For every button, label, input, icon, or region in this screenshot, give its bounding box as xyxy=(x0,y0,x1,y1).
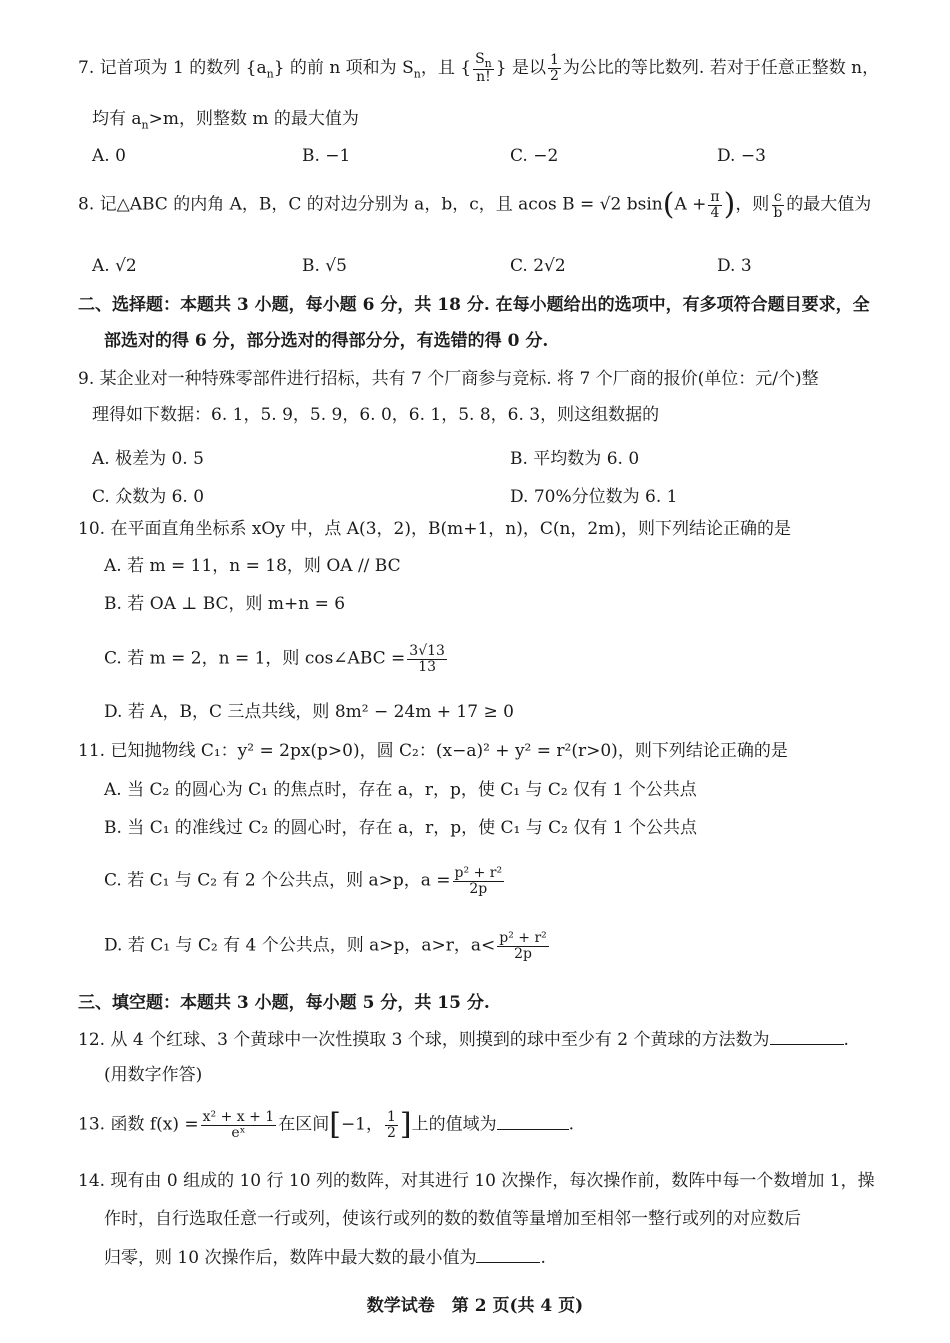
q13-frac-fx xyxy=(201,1110,277,1140)
q7-text-d: } 是以 xyxy=(495,58,546,79)
q11-stem: 11. 已知抛物线 C₁：y² = 2px(p>0)，圆 C₂：(x−a)² + y² = r²(r>0)，则下列结论正确的是 xyxy=(78,741,788,761)
q11-option-d-frac xyxy=(497,931,549,961)
q14-answer-blank[interactable] xyxy=(476,1248,540,1263)
q7-line2-a: 均有 a xyxy=(92,109,142,129)
q13-text-pre: 13. 函数 f(x) = xyxy=(78,1114,199,1135)
q7-text-b: } 的前 n 项和为 S xyxy=(273,58,414,79)
q11-d-num: p² + r² xyxy=(499,930,547,946)
q8-paren-right: ) xyxy=(723,187,736,223)
q14-line3 xyxy=(104,1248,546,1269)
q7-text-c: ，且 { xyxy=(420,58,472,79)
q11-option-c xyxy=(104,866,506,896)
q12-line1 xyxy=(78,1030,849,1051)
q11-c-den: 2p xyxy=(469,880,488,897)
q9-option-b: B. 平均数为 6. 0 xyxy=(510,449,640,469)
q14-period: . xyxy=(540,1248,546,1268)
q11-option-b: B. 当 C₁ 的准线过 C₂ 的圆心时，存在 a，r，p，使 C₁ 与 C₂ 仅有 1 个公共点 xyxy=(104,818,697,838)
q13-int-den: 2 xyxy=(387,1124,396,1141)
q7-option-d: D. −3 xyxy=(717,146,766,166)
q7-frac-sn xyxy=(473,52,494,85)
q8-pi-num: π xyxy=(710,189,720,205)
q11-option-c-text: C. 若 C₁ 与 C₂ 有 2 个公共点，则 a>p，a = xyxy=(104,870,451,891)
q8-inner-a: A + xyxy=(674,194,707,215)
q13-bracket-right: ] xyxy=(399,1107,412,1143)
q13-period: . xyxy=(568,1114,575,1135)
q10-option-c-frac xyxy=(407,644,447,674)
q10-c-num: 3√13 xyxy=(409,643,445,659)
q13-f-den: eˣ xyxy=(231,1124,246,1141)
q9-line1: 9. 某企业对一种特殊零部件进行招标，共有 7 个厂商参与竞标. 将 7 个厂商的报价(单位：元/个)整 xyxy=(78,369,819,389)
q10-stem: 10. 在平面直角坐标系 xOy 中，点 A(3，2)，B(m+1，n)，C(n，2m)，则下列结论正确的是 xyxy=(78,519,791,539)
page-footer: 数学试卷 第 2 页(共 4 页) xyxy=(366,1296,584,1316)
q12-text: 12. 从 4 个红球、3 个黄球中一次性摸取 3 个球，则摸到的球中至少有 2 个黄球的方法数为 xyxy=(78,1030,770,1050)
q7-text-a: 7. 记首项为 1 的数列 {a xyxy=(78,58,267,79)
q7-line1 xyxy=(78,52,879,85)
q9-line2: 理得如下数据：6. 1，5. 9，5. 9，6. 0，6. 1，5. 8，6. 3，则这组数据的 xyxy=(92,405,660,425)
q10-option-c-text: C. 若 m = 2，n = 1，则 cos∠ABC = xyxy=(104,648,406,669)
q7-option-c: C. −2 xyxy=(510,146,559,166)
q7-line2-b: >m，则整数 m 的最大值为 xyxy=(148,109,359,129)
q8-option-a: A. √2 xyxy=(92,256,137,276)
q7-frac-num: S xyxy=(475,51,485,67)
q10-option-b: B. 若 OA ⊥ BC，则 m+n = 6 xyxy=(104,594,346,614)
q11-c-num: p² + r² xyxy=(454,865,503,881)
q11-option-a: A. 当 C₂ 的圆心为 C₁ 的焦点时，存在 a，r，p，使 C₁ 与 C₂ 仅有 1 个公共点 xyxy=(104,780,697,800)
q8-text-c: 的最大值为 xyxy=(786,194,872,215)
q8-paren-left: ( xyxy=(662,187,675,223)
q14-line3-text: 归零，则 10 次操作后，数阵中最大数的最小值为 xyxy=(104,1248,477,1268)
q9-option-a: A. 极差为 0. 5 xyxy=(92,449,204,469)
q13-int-a: −1， xyxy=(340,1114,383,1135)
q8-line1 xyxy=(78,187,872,223)
q13-text-post: 上的值域为 xyxy=(411,1114,497,1135)
q11-option-c-frac xyxy=(453,866,505,896)
q10-option-d: D. 若 A，B，C 三点共线，则 8m² − 24m + 17 ≥ 0 xyxy=(104,702,514,722)
q13-line xyxy=(78,1107,575,1143)
q9-option-c: C. 众数为 6. 0 xyxy=(92,487,205,507)
q14-line2: 作时，自行选取任意一行或列，使该行或列的数的数值等量增加至相邻一整行或列的对应数后 xyxy=(104,1209,801,1229)
q8-cb-den: b xyxy=(773,204,783,221)
q8-option-b: B. √5 xyxy=(302,256,347,276)
q7-frac-den: n! xyxy=(476,69,491,86)
q7-ratio-num: 1 xyxy=(549,52,559,69)
q8-text-a: 8. 记△ABC 的内角 A，B，C 的对边分别为 a，b，c，且 acos B = √2 bsin xyxy=(78,194,663,215)
section2-heading-cont: 部选对的得 6 分，部分选对的得部分分，有选错的得 0 分. xyxy=(104,331,549,351)
q12-answer-blank[interactable] xyxy=(770,1030,844,1045)
q7-frac-ratio xyxy=(548,53,561,83)
q11-option-d-text: D. 若 C₁ 与 C₂ 有 4 个公共点，则 a>p，a>r，a< xyxy=(104,935,496,956)
q7-frac-num-sub: n xyxy=(484,56,492,70)
q10-c-den: 13 xyxy=(418,658,437,675)
q7-ratio-den: 2 xyxy=(549,68,559,85)
q7-sub-a: n xyxy=(266,67,274,81)
q7-option-a: A. 0 xyxy=(92,146,126,166)
q8-cb-num: c xyxy=(773,189,782,205)
q8-option-c: C. 2√2 xyxy=(510,256,566,276)
q9-option-d: D. 70%分位数为 6. 1 xyxy=(510,487,678,507)
q13-answer-blank[interactable] xyxy=(497,1115,569,1130)
q12-period: . xyxy=(843,1030,849,1050)
q11-d-den: 2p xyxy=(514,945,532,962)
q7-sub-s: n xyxy=(413,67,421,81)
section2-heading: 二、选择题：本题共 3 小题，每小题 6 分，共 18 分. 在每小题给出的选项中，有多项符合题目要求，全 xyxy=(78,295,870,315)
q8-pi-den: 4 xyxy=(710,204,720,221)
q8-text-b: ，则 xyxy=(735,194,770,215)
q10-option-a: A. 若 m = 11，n = 18，则 OA // BC xyxy=(104,556,401,576)
section3-heading: 三、填空题：本题共 3 小题，每小题 5 分，共 15 分. xyxy=(78,993,490,1013)
q13-text-mid: 在区间 xyxy=(278,1114,330,1135)
q13-f-num: x² + x + 1 xyxy=(202,1109,275,1125)
q14-line1: 14. 现有由 0 组成的 10 行 10 列的数阵，对其进行 10 次操作，每次操作前，数阵中每一个数增加 1，操 xyxy=(78,1171,875,1191)
q13-int-frac xyxy=(385,1110,398,1140)
q10-option-c xyxy=(104,644,449,674)
q11-option-d xyxy=(104,931,551,961)
q7-text-e: 为公比的等比数列. 若对于任意正整数 n， xyxy=(562,58,880,79)
q12-line2: (用数字作答) xyxy=(104,1065,203,1085)
q7-line2 xyxy=(92,110,359,132)
q8-frac-pi xyxy=(708,190,721,220)
q8-option-d: D. 3 xyxy=(717,256,752,276)
q8-frac-cb xyxy=(771,190,784,220)
q13-bracket-left: [ xyxy=(329,1107,341,1143)
q7-line2-sub: n xyxy=(141,118,149,132)
q7-option-b: B. −1 xyxy=(302,146,351,166)
q13-int-num: 1 xyxy=(387,1109,396,1125)
